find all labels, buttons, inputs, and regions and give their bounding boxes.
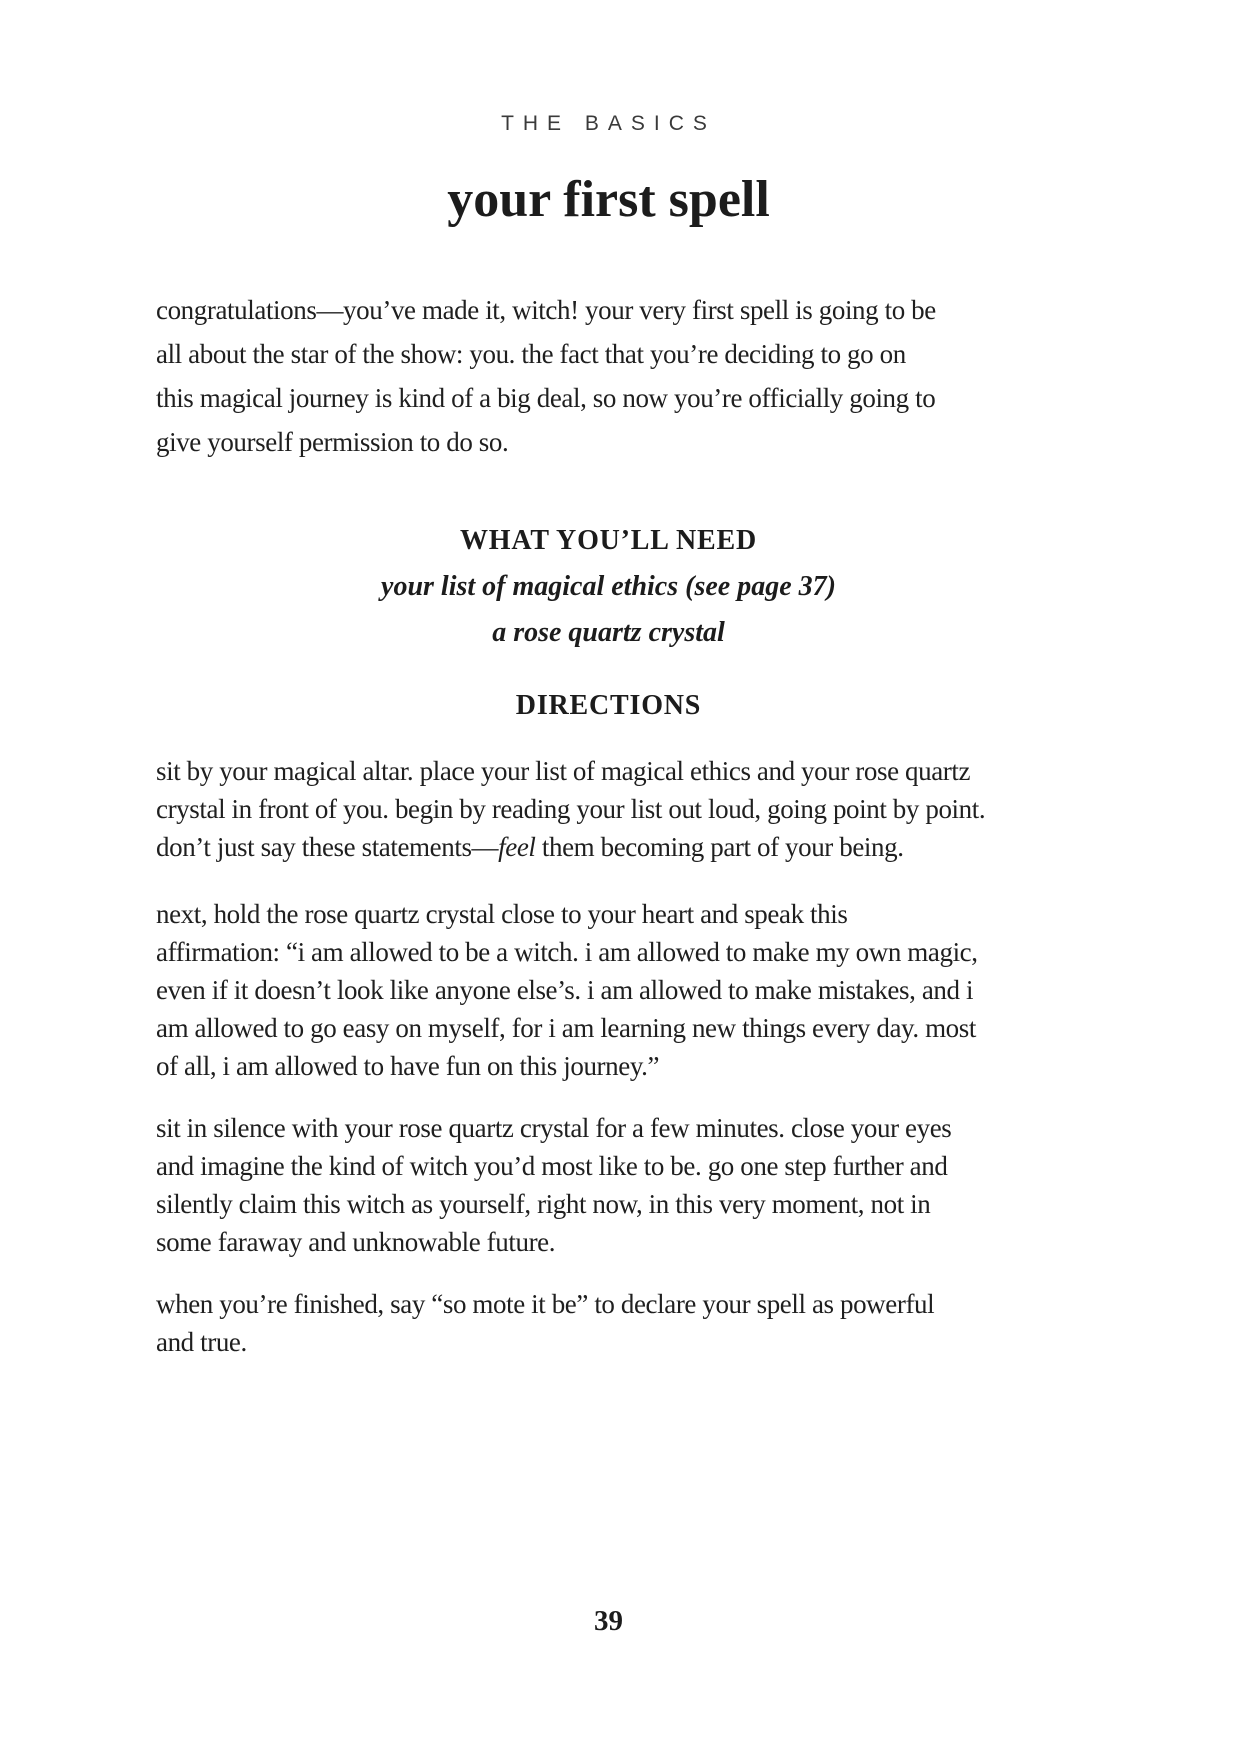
paragraph-line: even if it doesn’t look like anyone else’s. i am allowed to make mistakes, and i <box>156 975 974 1005</box>
chapter-kicker: THE BASICS <box>501 112 716 135</box>
directions-paragraph-1 <box>156 752 1061 866</box>
need-item: your list of magical ethics (see page 37) <box>381 571 836 602</box>
paragraph-line: congratulations—you’ve made it, witch! your very first spell is going to be <box>156 295 936 325</box>
page-number: 39 <box>594 1605 623 1637</box>
paragraph-line: give yourself permission to do so. <box>156 427 509 457</box>
paragraph-line: of all, i am allowed to have fun on this journey.” <box>156 1051 660 1081</box>
paragraph-line: sit in silence with your rose quartz crystal for a few minutes. close your eyes <box>156 1113 952 1143</box>
paragraph-line: when you’re finished, say “so mote it be” to declare your spell as powerful <box>156 1289 935 1319</box>
what-youll-need-heading: WHAT YOU’LL NEED <box>460 525 757 556</box>
directions-paragraph-2 <box>156 895 1061 1085</box>
page-title: your first spell <box>447 171 770 228</box>
paragraph-line: crystal in front of you. begin by reading your list out loud, going point by point. <box>156 794 986 824</box>
intro-paragraph <box>156 288 1061 464</box>
paragraph-line <box>156 828 1061 866</box>
emphasized-word: feel <box>498 832 536 862</box>
paragraph-line: sit by your magical altar. place your list of magical ethics and your rose quartz <box>156 756 971 786</box>
directions-paragraph-4 <box>156 1285 1061 1361</box>
paragraph-line: and true. <box>156 1327 247 1357</box>
paragraph-line: silently claim this witch as yourself, right now, in this very moment, not in <box>156 1189 931 1219</box>
paragraph-line: all about the star of the show: you. the fact that you’re deciding to go on <box>156 339 906 369</box>
paragraph-line: affirmation: “i am allowed to be a witch. i am allowed to make my own magic, <box>156 937 978 967</box>
line-segment: them becoming part of your being. <box>535 832 904 862</box>
directions-heading: DIRECTIONS <box>515 690 702 721</box>
paragraph-line: and imagine the kind of witch you’d most like to be. go one step further and <box>156 1151 948 1181</box>
paragraph-line: am allowed to go easy on myself, for i am learning new things every day. most <box>156 1013 976 1043</box>
what-youll-need-section <box>156 518 1061 656</box>
paragraph-line: next, hold the rose quartz crystal close to your heart and speak this <box>156 899 848 929</box>
paragraph-line: this magical journey is kind of a big deal, so now you’re officially going to <box>156 383 936 413</box>
directions-paragraph-3 <box>156 1109 1061 1261</box>
paragraph-line: some faraway and unknowable future. <box>156 1227 556 1257</box>
line-segment: don’t just say these statements— <box>156 832 499 862</box>
need-item: a rose quartz crystal <box>492 617 725 648</box>
